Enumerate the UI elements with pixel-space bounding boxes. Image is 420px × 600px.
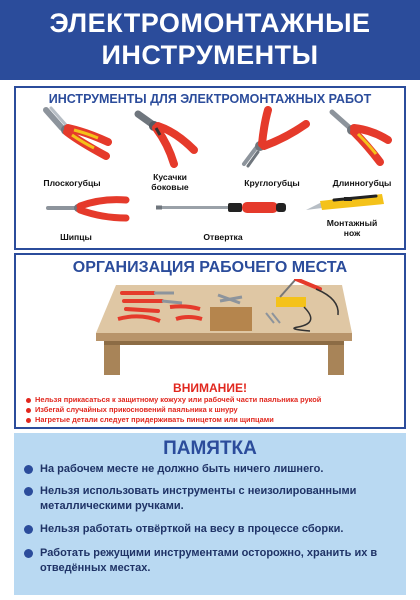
tool-label-round-nose-pliers: Круглогубцы	[244, 178, 300, 188]
tool-label-side-cutters-1: Кусачки	[153, 172, 187, 182]
tool-label-long-nose-pliers: Длинногубцы	[332, 178, 392, 188]
memo-item	[24, 462, 402, 477]
tweezers-pliers-icon	[46, 194, 130, 224]
header-title-line2: ИНСТРУМЕНТЫ	[101, 40, 319, 70]
warning-text: Нагретые детали следует придерживать пинцетом или щипцами	[35, 415, 274, 424]
memo-title: ПАМЯТКА	[163, 438, 257, 459]
warning-text: Нельзя прикасаться к защитному кожуху или рабочей части паяльника рукой	[35, 395, 322, 404]
memo-panel	[14, 433, 406, 595]
warning-text: Избегай случайных прикосновений паяльника к шнуру	[35, 405, 238, 414]
bullet-icon	[24, 465, 33, 474]
side-cutters-icon	[134, 108, 198, 168]
warning-item	[26, 395, 404, 405]
memo-text: Нельзя работать отвёрткой на весу в процессе сборки.	[40, 523, 344, 535]
tool-label-side-cutters-2: боковые	[151, 182, 189, 192]
warning-item	[26, 405, 404, 415]
tools-panel-title: ИНСТРУМЕНТЫ ДЛЯ ЭЛЕКТРОМОНТАЖНЫХ РАБОТ	[48, 92, 372, 106]
memo-text: На рабочем месте не должно быть ничего лишнего.	[40, 463, 324, 475]
bullet-icon	[26, 418, 31, 423]
tool-label-tweezers-pliers: Шипцы	[60, 232, 92, 242]
warning-title: ВНИМАНИЕ!	[173, 381, 247, 395]
workbench-icon	[90, 279, 358, 379]
bullet-icon	[26, 398, 31, 403]
screwdriver-icon	[156, 200, 288, 216]
bullet-icon	[24, 549, 33, 558]
warning-item	[26, 415, 404, 425]
memo-item	[24, 546, 402, 576]
tool-label-utility-knife-2: нож	[343, 228, 361, 238]
bullet-icon	[24, 487, 33, 496]
pliers-icon	[42, 106, 112, 164]
tool-label-pliers: Плоскогубцы	[43, 178, 101, 188]
header-title-line1: ЭЛЕКТРОМОНТАЖНЫЕ	[49, 8, 371, 38]
long-nose-pliers-icon	[328, 108, 392, 166]
round-nose-pliers-icon	[238, 106, 310, 168]
workplace-panel-title: ОРГАНИЗАЦИЯ РАБОЧЕГО МЕСТА	[72, 259, 348, 276]
workplace-panel	[14, 253, 406, 429]
header-banner	[0, 0, 420, 80]
tool-label-utility-knife-1: Монтажный	[326, 218, 378, 228]
bullet-icon	[26, 408, 31, 413]
bullet-icon	[24, 525, 33, 534]
tools-panel	[14, 86, 406, 250]
utility-knife-icon	[304, 192, 388, 218]
memo-item	[24, 484, 402, 514]
memo-text: Нельзя использовать инструменты с неизолированными металлическими ручками.	[40, 485, 357, 512]
tool-label-screwdriver: Отвертка	[203, 232, 243, 242]
memo-text: Работать режущими инструментами осторожно, хранить их в отведённых местах.	[40, 547, 378, 574]
warning-list	[26, 395, 404, 425]
memo-item	[24, 522, 402, 537]
